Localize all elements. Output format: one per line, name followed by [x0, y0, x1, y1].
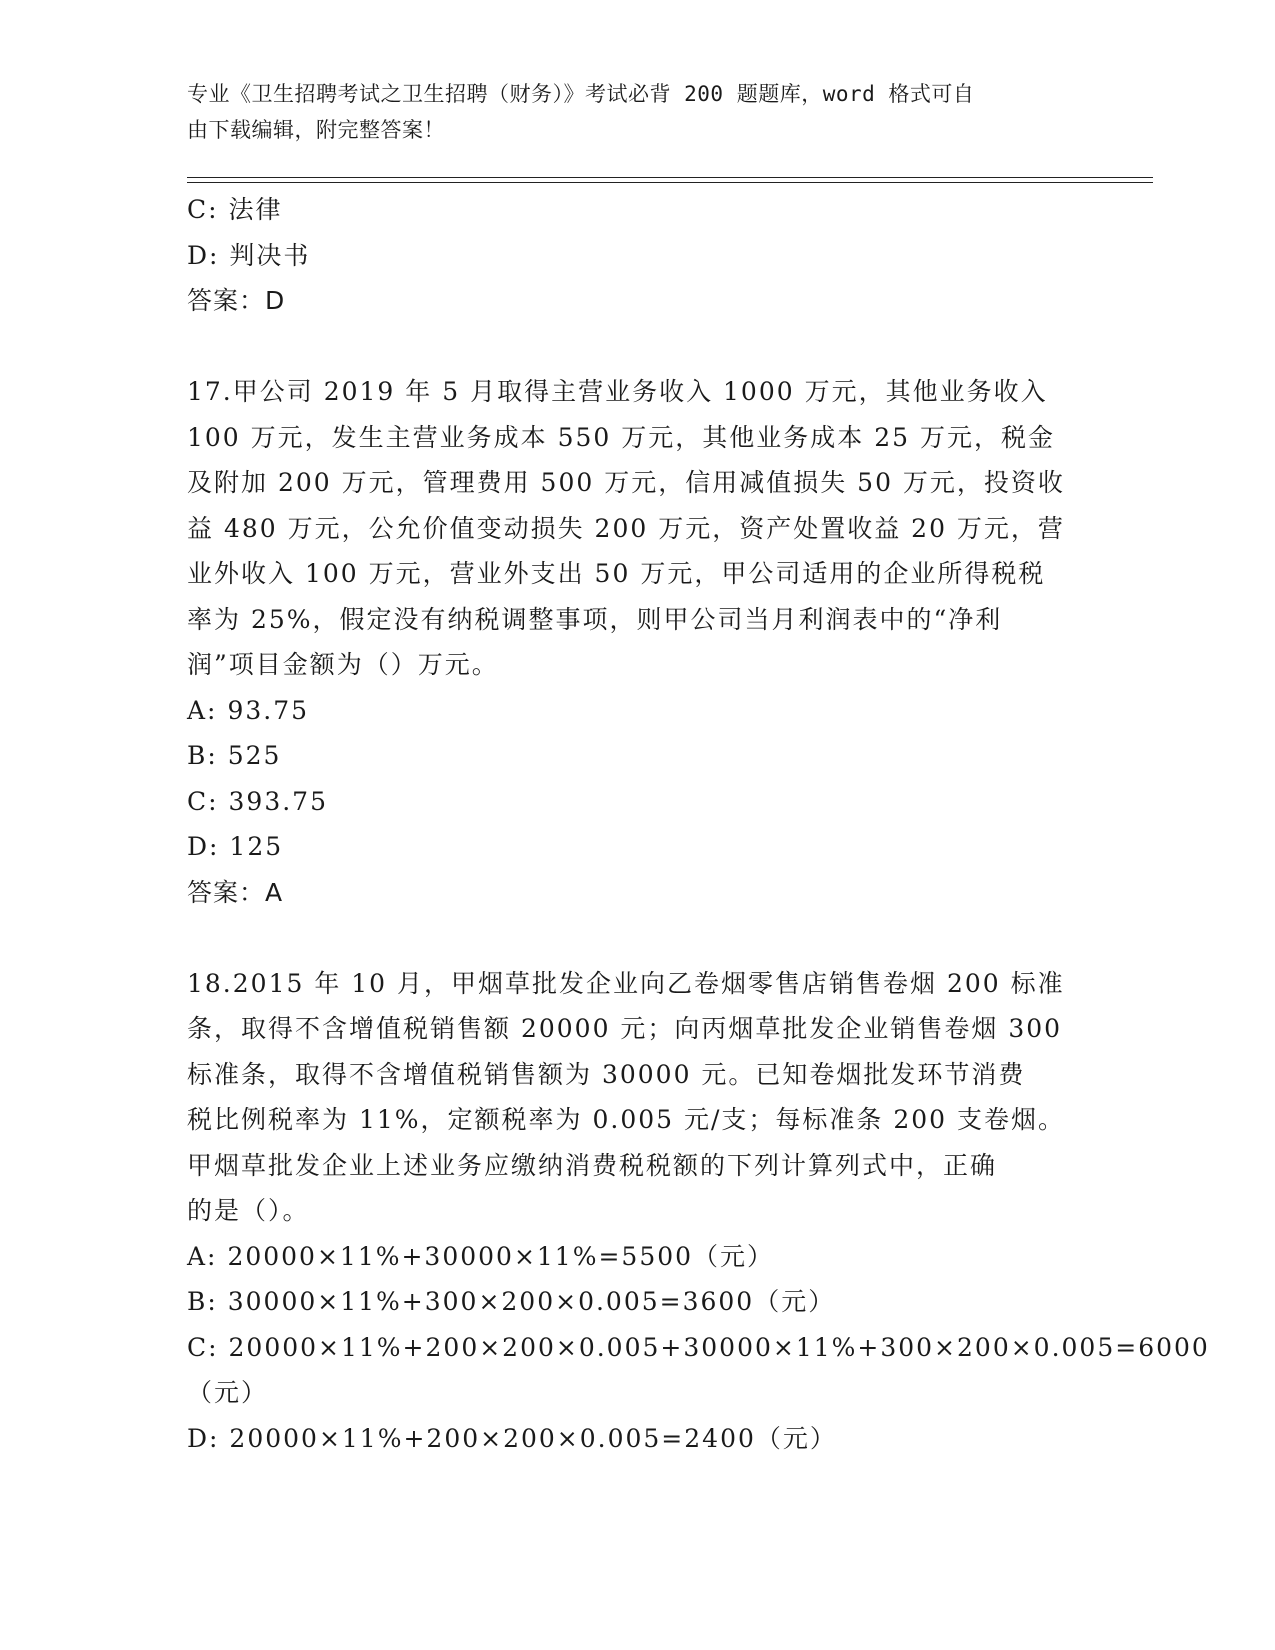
option-d	[187, 824, 1087, 870]
option-d	[187, 1416, 1087, 1462]
option-key: D:	[187, 1423, 220, 1453]
header-rule-bottom	[187, 182, 1153, 183]
question-17	[187, 369, 1087, 915]
option-key: B:	[187, 741, 218, 770]
document-header	[187, 76, 1067, 148]
prev-question	[187, 187, 1087, 324]
document-body	[187, 187, 1210, 1461]
option-key: A:	[187, 1241, 218, 1271]
spacer	[187, 915, 1087, 961]
option-b	[187, 1279, 1087, 1325]
option-text: 125	[229, 832, 284, 861]
question-text-line: 的是（）。	[187, 1196, 310, 1225]
option-text: 393.75	[228, 786, 328, 816]
question-text-line: 益 480 万元，公允价值变动损失 200 万元，资产处置收益 20 万元，营	[187, 513, 1065, 543]
answer-line: 答案：D	[187, 286, 286, 315]
option-c	[187, 187, 1087, 233]
option-a	[187, 688, 1087, 734]
option-text: 法律	[228, 195, 283, 224]
spacer	[187, 324, 1087, 370]
option-key: B:	[187, 1287, 218, 1316]
question-text-line: 业外收入 100 万元，营业外支出 50 万元，甲公司适用的企业所得税税	[187, 559, 1046, 588]
question-text-line: 率为 25%，假定没有纳税调整事项，则甲公司当月利润表中的“净利	[187, 604, 1003, 634]
option-text: 525	[227, 741, 282, 770]
question-text-line: 条，取得不含增值税销售额 20000 元；向丙烟草批发企业销售卷烟 300	[187, 1014, 1063, 1043]
option-text: 判决书	[229, 240, 311, 270]
question-text-line: 17.甲公司 2019 年 5 月取得主营业务收入 1000 万元，其他业务收入	[187, 377, 1048, 406]
header-line-1: 专业《卫生招聘考试之卫生招聘（财务）》考试必背 200 题题库，word 格式可自	[187, 82, 975, 106]
option-key: D:	[187, 832, 220, 861]
option-key: D:	[187, 240, 220, 270]
option-text: 93.75	[227, 695, 310, 725]
option-key: C:	[187, 786, 219, 816]
option-c-continuation: （元）	[187, 1378, 269, 1407]
option-text: 20000×11%+30000×11%=5500（元）	[227, 1241, 775, 1271]
answer-line: 答案：A	[187, 877, 284, 907]
question-text-line: 甲烟草批发企业上述业务应缴纳消费税税额的下列计算列式中，正确	[187, 1150, 998, 1180]
question-text-line: 税比例税率为 11%，定额税率为 0.005 元/支；每标准条 200 支卷烟。	[187, 1105, 1066, 1134]
option-a	[187, 1234, 1087, 1280]
question-text-line: 100 万元，发生主营业务成本 550 万元，其他业务成本 25 万元，税金	[187, 422, 1055, 452]
question-text-line: 润”项目金额为（）万元。	[187, 650, 499, 679]
option-key: A:	[187, 695, 218, 725]
option-b	[187, 733, 1087, 779]
header-line-2: 由下载编辑，附完整答案！	[187, 118, 445, 142]
question-text-line: 18.2015 年 10 月，甲烟草批发企业向乙卷烟零售店销售卷烟 200 标准	[187, 968, 1065, 998]
question-text-line: 标准条，取得不含增值税销售额为 30000 元。已知卷烟批发环节消费	[187, 1059, 1026, 1089]
question-18	[187, 961, 1210, 1462]
question-text-line: 及附加 200 万元，管理费用 500 万元，信用减值损失 50 万元，投资收	[187, 468, 1065, 497]
option-key: C:	[187, 195, 219, 224]
header-rule-top	[187, 177, 1153, 178]
option-text: 20000×11%+200×200×0.005=2400（元）	[229, 1423, 837, 1453]
option-c	[187, 1325, 1210, 1371]
option-text: 30000×11%+300×200×0.005=3600（元）	[227, 1287, 836, 1316]
option-d	[187, 233, 1087, 279]
option-c	[187, 779, 1087, 825]
option-key: C:	[187, 1332, 219, 1362]
option-text: 20000×11%+200×200×0.005+30000×11%+300×200×0.005=6000	[228, 1332, 1210, 1362]
